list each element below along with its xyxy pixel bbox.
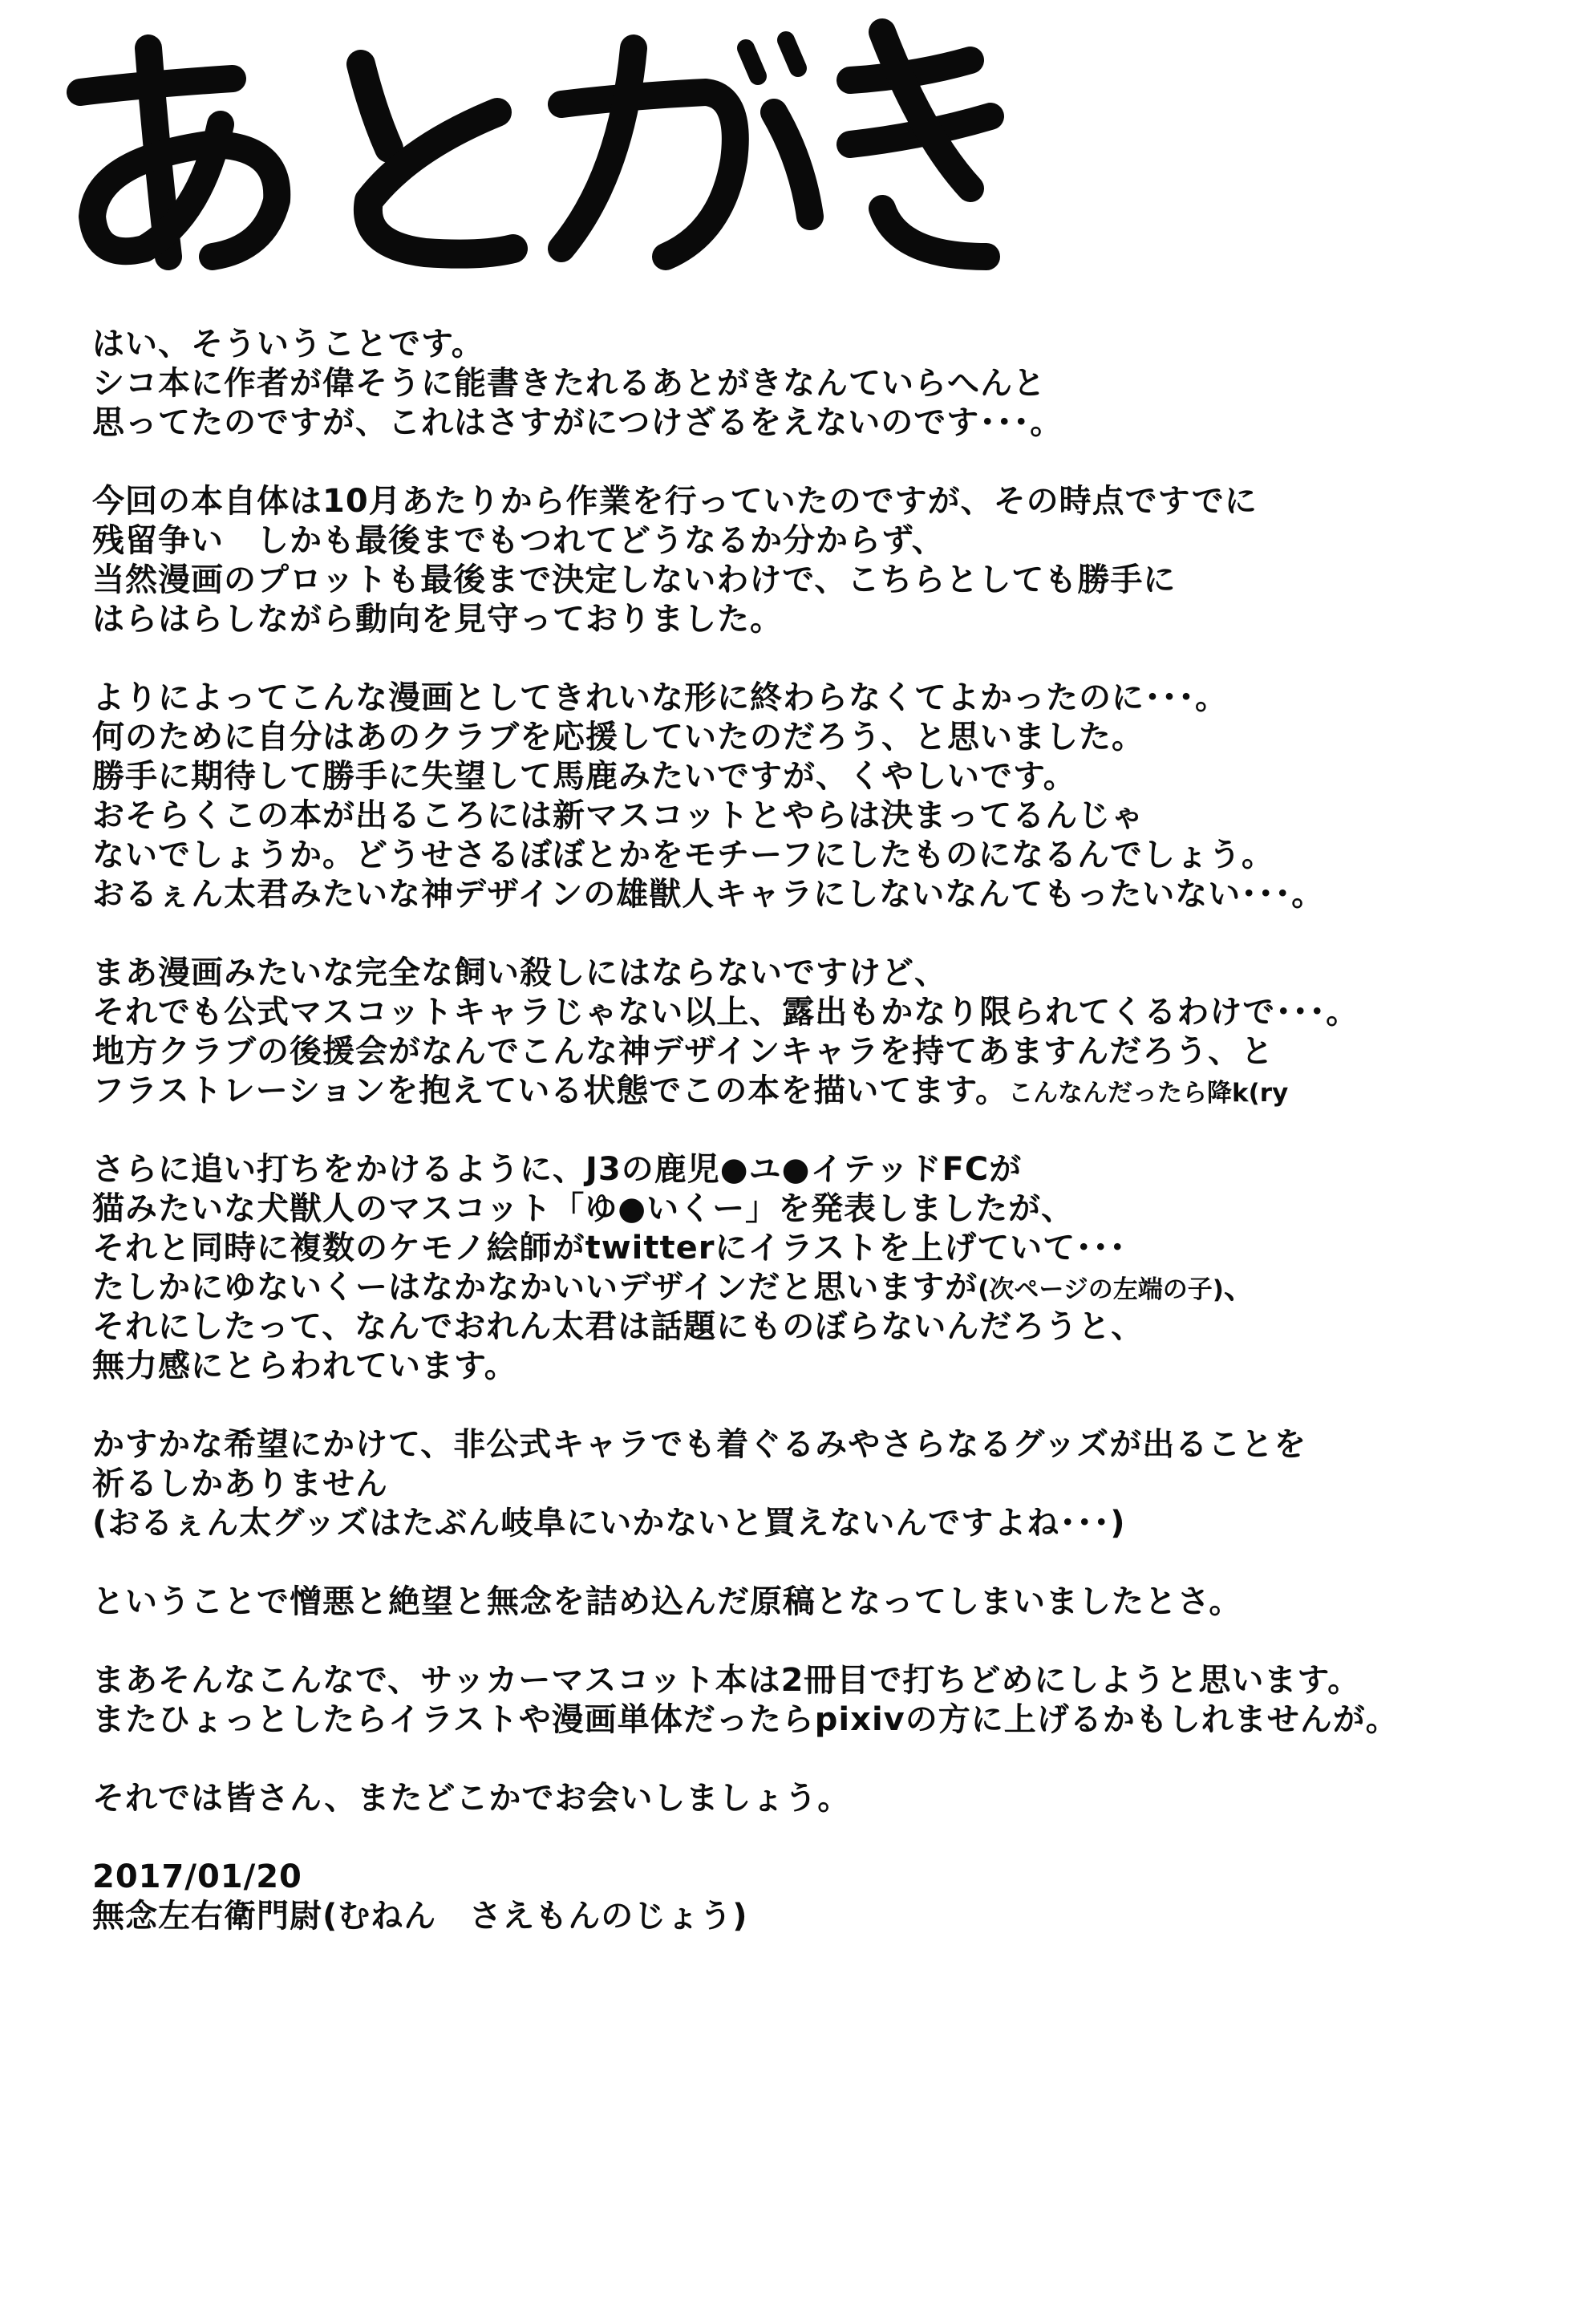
text-line: ということで憎悪と絶望と無念を詰め込んだ原稿となってしまいましたとさ。 xyxy=(92,1583,1242,1620)
text-main: フラストレーションを抱えている状態でこの本を描いてます。 xyxy=(92,1072,1008,1109)
signature-block xyxy=(92,1858,1584,1936)
text-line: 当然漫画のプロットも最後まで決定しないわけで、こちらとしても勝手に xyxy=(92,561,1177,598)
text-line: 思ってたのですが、これはさすがにつけざるをえないのです･･･。 xyxy=(92,404,1063,441)
text-line-mixed xyxy=(92,1072,1584,1111)
text-line: おそらくこの本が出るころには新マスコットとやらは決まってるんじゃ xyxy=(92,797,1144,834)
paragraph-7 xyxy=(92,1583,1584,1622)
text-line: ないでしょうか。どうせさるぼぼとかをモチーフにしたものになるんでしょう。 xyxy=(92,837,1274,873)
paragraph-9 xyxy=(92,1779,1584,1818)
afterword-body xyxy=(92,325,1584,1976)
text-line: 祈るしかありません xyxy=(92,1465,388,1502)
text-line: 無力感にとらわれています。 xyxy=(92,1348,517,1384)
signature-author: 無念左右衛門尉(むねん さえもんのじょう) xyxy=(92,1898,748,1935)
text-main: たしかにゆないくーはなかなかいいデザインだと思いますが xyxy=(92,1269,978,1306)
paragraph-1 xyxy=(92,325,1584,443)
paragraph-6 xyxy=(92,1425,1584,1543)
text-line: よりによってこんな漫画としてきれいな形に終わらなくてよかったのに･･･。 xyxy=(92,679,1228,716)
brush-title-art xyxy=(48,16,1011,281)
text-line: シコ本に作者が偉そうに能書きたれるあとがきなんていらへんと xyxy=(92,365,1046,402)
text-line: 残留争い しかも最後までもつれてどうなるか分からず、 xyxy=(92,522,945,559)
page-title-text xyxy=(48,16,49,17)
paragraph-3 xyxy=(92,679,1584,914)
text-line: さらに追い打ちをかけるように、J3の鹿児●ユ●イテッドFCが xyxy=(92,1151,1023,1188)
signature-date: 2017/01/20 xyxy=(92,1858,302,1895)
paragraph-2 xyxy=(92,482,1584,639)
paragraph-5 xyxy=(92,1150,1584,1386)
text-line: はい、そういうことです。 xyxy=(92,326,484,363)
text-aside: こんなんだったら降k(ry xyxy=(1008,1079,1289,1108)
text-line: それにしたって、なんでおれん太君は話題にものぼらないんだろうと、 xyxy=(92,1308,1144,1345)
text-line: 地方クラブの後援会がなんでこんな神デザインキャラを持てあますんだろう、と xyxy=(92,1033,1274,1070)
text-line: 何のために自分はあのクラブを応援していたのだろう、と思いました。 xyxy=(92,719,1144,756)
text-aside: (次ページの左端の子) xyxy=(978,1275,1224,1304)
text-line: 勝手に期待して勝手に失望して馬鹿みたいですが、くやしいです。 xyxy=(92,758,1076,795)
text-line: 今回の本自体は10月あたりから作業を行っていたのですが、その時点ですでに xyxy=(92,483,1258,520)
text-line: まあ漫画みたいな完全な飼い殺しにはならないですけど、 xyxy=(92,954,947,991)
text-line-mixed xyxy=(92,1268,1584,1307)
text-end: 、 xyxy=(1223,1269,1257,1306)
text-line: (おるぇん太グッズはたぶん岐阜にいかないと買えないんですよね･･･) xyxy=(92,1505,1126,1542)
text-line: まあそんなこんなで、サッカーマスコット本は2冊目で打ちどめにしようと思います。 xyxy=(92,1662,1361,1699)
text-line: それでは皆さん、またどこかでお会いしましょう。 xyxy=(92,1780,851,1817)
text-line: それでも公式マスコットキャラじゃない以上、露出もかなり限られてくるわけで･･･。 xyxy=(92,994,1359,1031)
text-line: はらはらしながら動向を見守っておりました。 xyxy=(92,601,783,638)
text-line: 猫みたいな犬獣人のマスコット「ゆ●いくー」を発表しましたが、 xyxy=(92,1190,1075,1227)
paragraph-8 xyxy=(92,1661,1584,1740)
text-line: おるぇん太君みたいな神デザインの雄獣人キャラにしないなんてもったいない･･･。 xyxy=(92,876,1325,913)
text-line: またひょっとしたらイラストや漫画単体だったらpixivの方に上げるかもしれませんが。 xyxy=(92,1701,1399,1738)
paragraph-4 xyxy=(92,954,1584,1111)
page-title xyxy=(48,16,1011,281)
text-line: かすかな希望にかけて、非公式キャラでも着ぐるみやさらなるグッズが出ることを xyxy=(92,1426,1307,1463)
text-line: それと同時に複数のケモノ絵師がtwitterにイラストを上げていて･･･ xyxy=(92,1230,1127,1266)
